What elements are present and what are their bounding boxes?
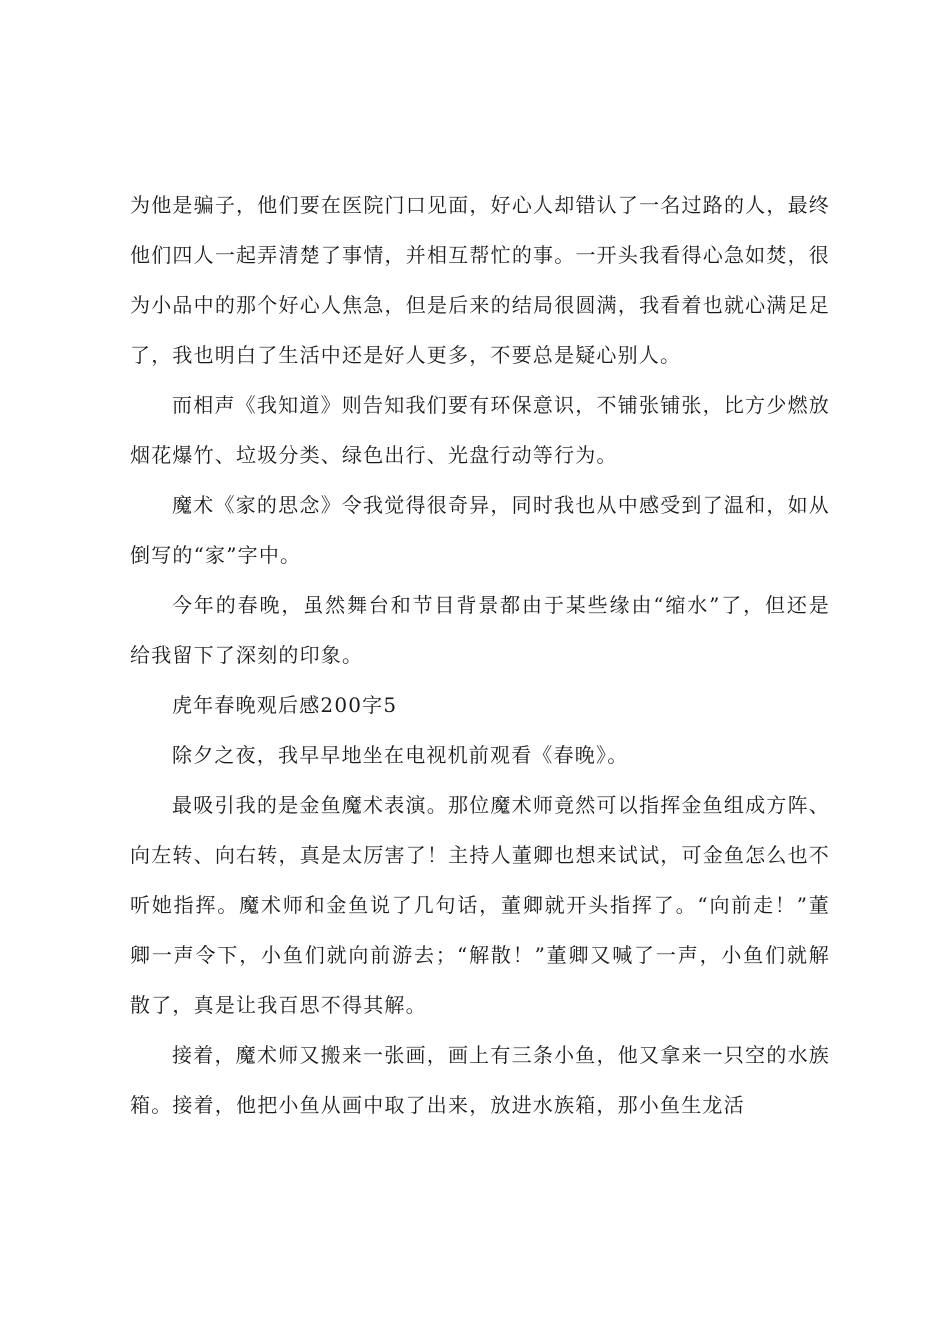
paragraph-7: 接着，魔术师又搬来一张画，画上有三条小鱼，他又拿来一只空的水族箱。接着，他把小鱼从画中取了出来，放进水族箱，那小鱼生龙活: [130, 1043, 830, 1117]
paragraph-5: 除夕之夜，我早早地坐在电视机前观看《春晚》。: [172, 743, 629, 767]
paragraph-3: 魔术《家的思念》令我觉得很奇异，同时我也从中感受到了温和，如从倒写的“家”字中。: [130, 493, 830, 567]
paragraph-6: 最吸引我的是金鱼魔术表演。那位魔术师竟然可以指挥金鱼组成方阵、向左转、向右转，真是太厉害了！主持人董卿也想来试试，可金鱼怎么也不听她指挥。魔术师和金鱼说了几句话，董卿就开头指挥了。“向前走！”董卿一声令下，小鱼们就向前游去；“解散！”董卿又喊了一声，小鱼们就解散了，真是让我百思不得其解。: [130, 793, 830, 1017]
paragraph-1: 为他是骗子，他们要在医院门口见面，好心人却错认了一名过路的人，最终他们四人一起弄清楚了事情，并相互帮忙的事。一开头我看得心急如焚，很为小品中的那个好心人焦急，但是后来的结局很圆满，我看着也就心满足足了，我也明白了生活中还是好人更多，不要总是疑心别人。: [130, 193, 830, 367]
paragraph-2: 而相声《我知道》则告知我们要有环保意识，不铺张铺张，比方少燃放烟花爆竹、垃圾分类、绿色出行、光盘行动等行为。: [130, 393, 830, 467]
document-body: [130, 180, 830, 1130]
paragraph-4: 今年的春晚，虽然舞台和节目背景都由于某些缘由“缩水”了，但还是给我留下了深刻的印象。: [130, 593, 830, 667]
section-heading: 虎年春晚观后感200字5: [172, 693, 398, 717]
